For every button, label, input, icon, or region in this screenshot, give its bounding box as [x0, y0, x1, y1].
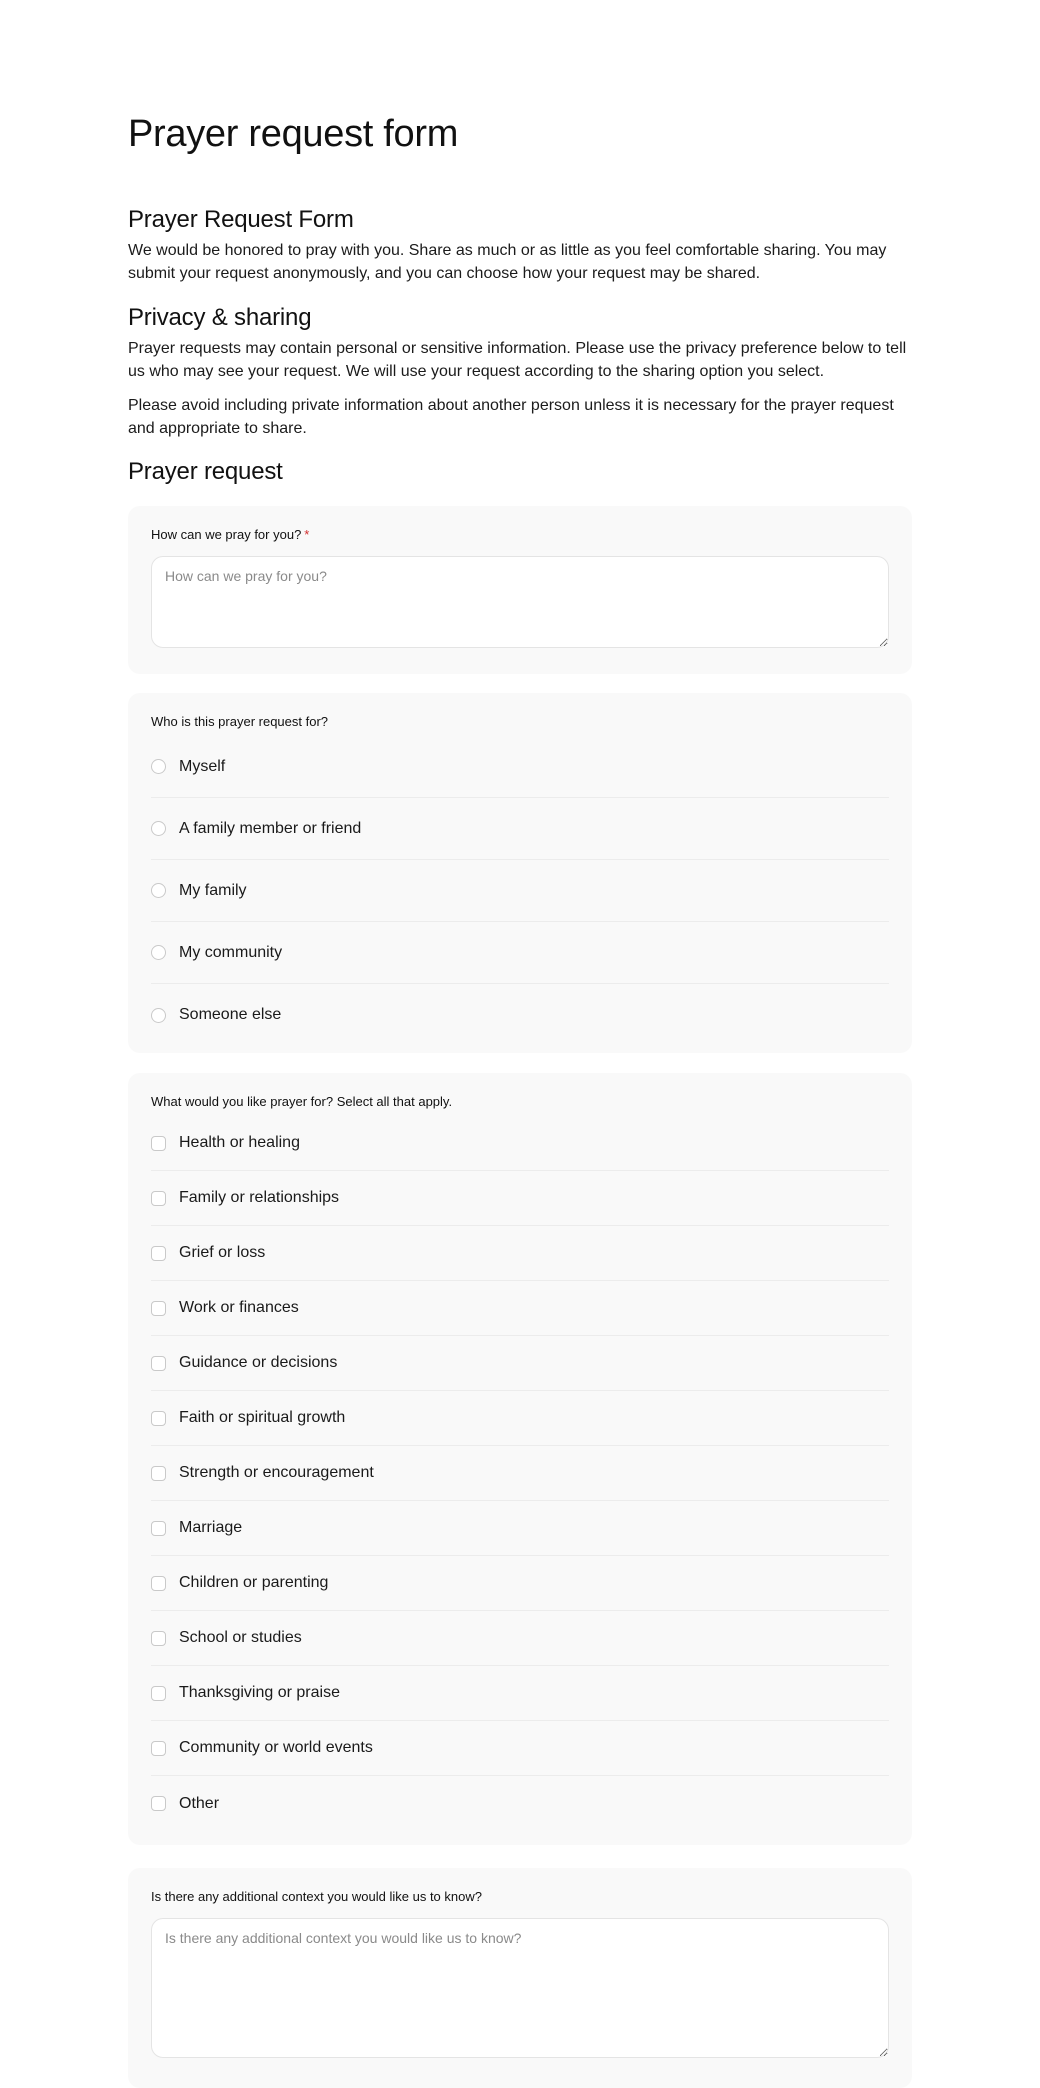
option-label: Guidance or decisions: [179, 1354, 338, 1371]
checkbox-option-children[interactable]: [151, 1556, 889, 1611]
checkbox[interactable]: [151, 1576, 166, 1591]
radio-button[interactable]: [151, 1008, 166, 1023]
checkbox[interactable]: [151, 1741, 166, 1756]
radio-option-myself[interactable]: [151, 736, 889, 798]
additional-context-textarea[interactable]: [151, 1918, 889, 2058]
checkbox[interactable]: [151, 1796, 166, 1811]
checkbox-option-community[interactable]: [151, 1721, 889, 1776]
checkbox-option-work[interactable]: [151, 1281, 889, 1336]
option-label: A family member or friend: [179, 819, 362, 837]
option-label: My family: [179, 881, 247, 899]
form-content: [128, 108, 912, 2088]
page-title: Prayer request form: [128, 113, 459, 155]
radio-button[interactable]: [151, 945, 166, 960]
radio-option-family-member-or-friend[interactable]: [151, 798, 889, 860]
question-card-who: [128, 693, 912, 1053]
radio-option-my-family[interactable]: [151, 860, 889, 922]
checkbox-option-other[interactable]: [151, 1776, 889, 1831]
privacy-heading: Privacy & sharing: [128, 304, 312, 331]
option-label: Children or parenting: [179, 1574, 329, 1591]
privacy-paragraph: Prayer requests may contain personal or sensitive information. Please use the privacy preference below to tell us who may see your request. We will use your request according to the sharing option you select.: [128, 340, 907, 380]
option-label: Health or healing: [179, 1134, 300, 1151]
checkbox[interactable]: [151, 1136, 166, 1151]
checkbox-option-strength[interactable]: [151, 1446, 889, 1501]
radio-button[interactable]: [151, 759, 166, 774]
question-label-context: Is there any additional context you would like us to know?: [151, 1889, 482, 1904]
option-label: Work or finances: [179, 1299, 299, 1316]
checkbox-option-health[interactable]: [151, 1116, 889, 1171]
question-label-what: What would you like prayer for? Select all that apply.: [151, 1094, 453, 1109]
option-label: School or studies: [179, 1629, 302, 1646]
option-label: Marriage: [179, 1519, 243, 1536]
intro-text: We would be honored to pray with you. Share as much or as little as you feel comfortable sharing. You may submit your request anonymously, and you can choose how your request may be shared.: [128, 242, 887, 282]
option-label: Strength or encouragement: [179, 1464, 374, 1481]
checkbox[interactable]: [151, 1356, 166, 1371]
prayer-request-textarea[interactable]: [151, 556, 889, 648]
option-label: My community: [179, 943, 283, 961]
checkbox[interactable]: [151, 1521, 166, 1536]
checkbox-group-what: [151, 1116, 889, 1831]
radio-button[interactable]: [151, 883, 166, 898]
checkbox-option-faith[interactable]: [151, 1391, 889, 1446]
checkbox[interactable]: [151, 1686, 166, 1701]
checkbox-option-family[interactable]: [151, 1171, 889, 1226]
prayer-request-heading: Prayer request: [128, 458, 283, 485]
question-label-who: Who is this prayer request for?: [151, 714, 329, 729]
privacy-paragraph: Please avoid including private information about another person unless it is necessary for the prayer request and appropriate to share.: [128, 397, 894, 437]
option-label: Community or world events: [179, 1739, 373, 1756]
question-card-how: [128, 506, 912, 674]
option-label: Thanksgiving or praise: [179, 1684, 340, 1701]
checkbox-option-school[interactable]: [151, 1611, 889, 1666]
question-card-what: [128, 1073, 912, 1845]
checkbox-option-grief[interactable]: [151, 1226, 889, 1281]
option-label: Grief or loss: [179, 1244, 266, 1261]
checkbox[interactable]: [151, 1246, 166, 1261]
radio-option-my-community[interactable]: [151, 922, 889, 984]
option-label: Someone else: [179, 1006, 282, 1023]
option-label: Myself: [179, 757, 226, 775]
checkbox-option-thanksgiving[interactable]: [151, 1666, 889, 1721]
checkbox[interactable]: [151, 1631, 166, 1646]
option-label: Faith or spiritual growth: [179, 1409, 346, 1426]
intro-heading: Prayer Request Form: [128, 206, 354, 233]
radio-option-someone-else[interactable]: [151, 984, 889, 1046]
checkbox[interactable]: [151, 1301, 166, 1316]
option-label: Family or relationships: [179, 1189, 340, 1206]
radio-group-who: [151, 736, 889, 1046]
question-label-how: How can we pray for you? *: [151, 527, 310, 542]
checkbox-option-guidance[interactable]: [151, 1336, 889, 1391]
checkbox[interactable]: [151, 1191, 166, 1206]
checkbox[interactable]: [151, 1466, 166, 1481]
question-card-context: [128, 1868, 912, 2088]
radio-button[interactable]: [151, 821, 166, 836]
checkbox[interactable]: [151, 1411, 166, 1426]
required-asterisk: *: [304, 527, 310, 542]
option-label: Other: [179, 1794, 220, 1812]
checkbox-option-marriage[interactable]: [151, 1501, 889, 1556]
